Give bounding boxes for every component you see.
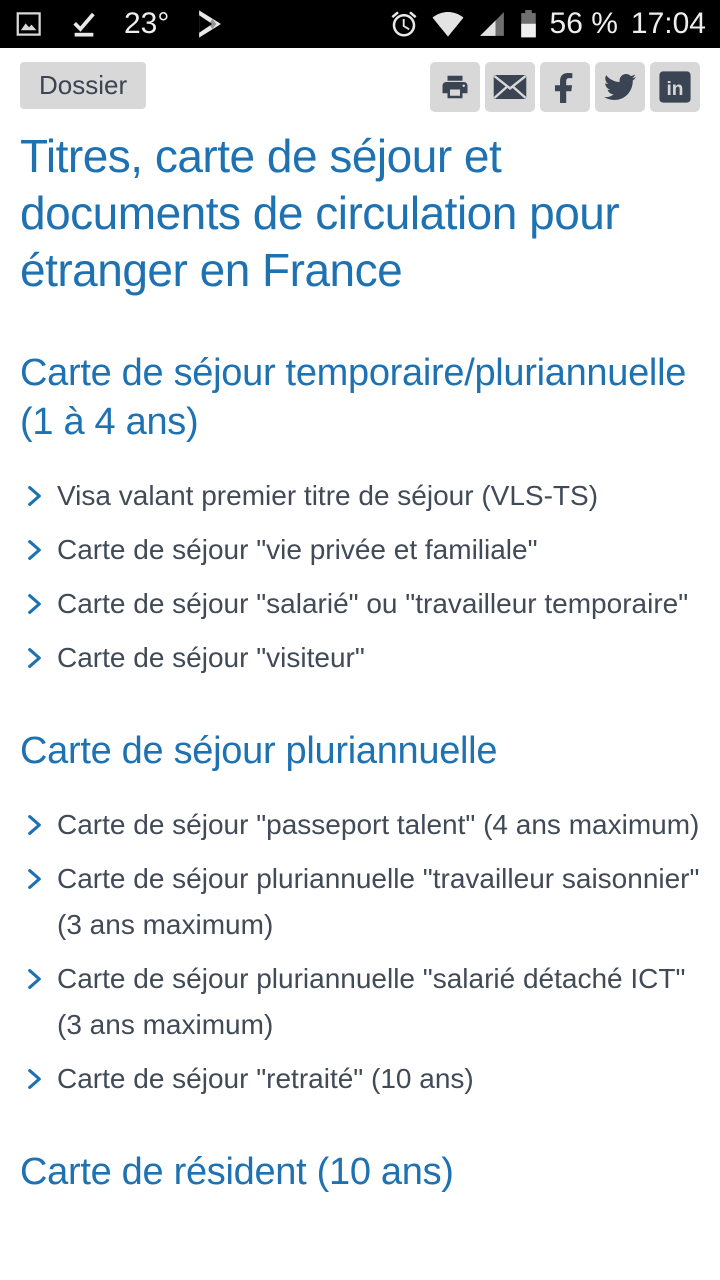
page-title: Titres, carte de séjour et documents de circulation pour étranger en France [20,130,620,296]
list-item-label: Carte de séjour "visiteur" [57,642,365,673]
list-item-link[interactable] [25,802,700,848]
page-toolbar [0,48,720,112]
printer-icon [440,72,470,102]
list-item-label: Carte de séjour "vie privée et familiale" [57,534,538,565]
svg-text:in: in [666,78,684,100]
status-temperature: 23° [124,7,170,40]
section-carte-resident [20,1148,700,1197]
link-list [20,802,700,1102]
list-item-label: Carte de séjour pluriannuelle "salarié détaché ICT" (3 ans maximum) [57,963,686,1040]
list-item-label: Carte de séjour "retraité" (10 ans) [57,1063,474,1094]
status-battery-percent: 56 % [549,7,618,40]
email-share-button[interactable] [485,62,535,112]
play-store-icon [193,8,225,40]
facebook-share-button[interactable] [540,62,590,112]
section-carte-sejour-temporaire [20,349,700,681]
list-item-label: Carte de séjour pluriannuelle "travailleur saisonnier" (3 ans maximum) [57,863,700,940]
section-heading: Carte de séjour pluriannuelle [20,730,498,772]
chevron-right-icon [25,1067,44,1091]
list-item-label: Visa valant premier titre de séjour (VLS-TS) [57,480,599,511]
list-item-link[interactable] [25,1056,700,1102]
chevron-right-icon [25,867,44,891]
chevron-right-icon [25,813,44,837]
list-item-link[interactable] [25,956,700,1048]
chevron-right-icon [25,484,44,508]
link-list [20,473,700,681]
print-button[interactable] [430,62,480,112]
linkedin-icon [658,70,692,104]
list-item-link[interactable] [25,581,700,627]
facebook-icon [549,71,581,103]
list-item-label: Carte de séjour "salarié" ou "travailleur temporaire" [57,588,689,619]
gallery-icon [14,9,44,39]
section-heading: Carte de résident (10 ans) [20,1151,454,1193]
list-item-label: Carte de séjour "passeport talent" (4 ans maximum) [57,809,700,840]
linkedin-share-button[interactable] [650,62,700,112]
share-button-group [430,62,700,112]
dossier-badge: Dossier [20,62,146,109]
signal-icon [477,9,507,39]
download-done-icon [68,8,100,40]
chevron-right-icon [25,967,44,991]
list-item-link[interactable] [25,856,700,948]
email-icon [493,74,527,100]
battery-icon [520,9,537,39]
twitter-icon [604,71,636,103]
page-content [0,128,720,1197]
chevron-right-icon [25,538,44,562]
chevron-right-icon [25,592,44,616]
android-status-bar [0,0,720,48]
section-carte-sejour-pluriannuelle [20,727,700,1102]
alarm-icon [389,9,419,39]
status-clock: 17:04 [630,7,706,40]
chevron-right-icon [25,646,44,670]
wifi-icon [432,9,464,39]
list-item-link[interactable] [25,473,700,519]
section-heading: Carte de séjour temporaire/pluriannuelle (1 à 4 ans) [20,352,687,443]
twitter-share-button[interactable] [595,62,645,112]
list-item-link[interactable] [25,527,700,573]
list-item-link[interactable] [25,635,700,681]
